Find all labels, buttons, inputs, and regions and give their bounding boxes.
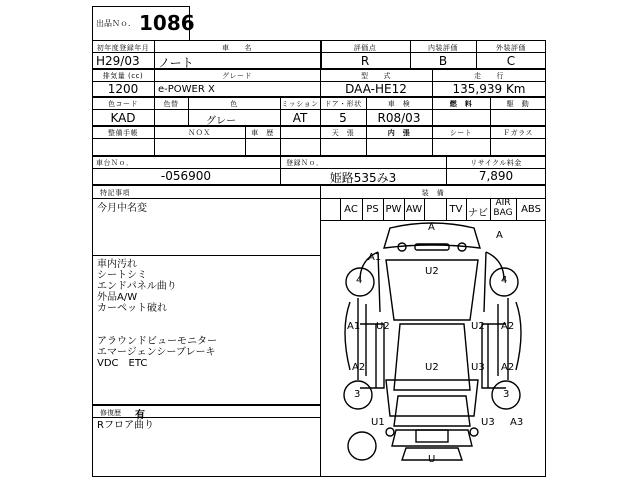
- color-value: グレー: [206, 116, 236, 127]
- color-code-value: KAD: [110, 111, 136, 125]
- nox-label: ＮＯＸ: [188, 129, 211, 137]
- exterior-value: C: [506, 54, 516, 68]
- remark-line: 車内汚れ: [97, 259, 137, 270]
- doors-label: ドア・形状: [324, 100, 362, 108]
- listing-number-box: [92, 6, 195, 40]
- equip-ps: PS: [366, 204, 379, 215]
- recycle-value: 7,890: [478, 169, 514, 183]
- equip-pw: PW: [385, 204, 402, 215]
- name-value: ノート: [158, 56, 194, 70]
- doors-value: 5: [339, 111, 347, 125]
- mark-fl-wheel: 4: [356, 275, 363, 286]
- manual-label: 整備手帳: [108, 129, 138, 137]
- displacement-value: 1200: [107, 82, 139, 96]
- model-value: DAA-HE12: [345, 82, 407, 96]
- mark-a2-left: A2: [352, 362, 366, 373]
- mark-u2-roof: U2: [425, 266, 439, 277]
- grade-label: グレード: [222, 72, 252, 80]
- equip-navi: ナビ: [468, 208, 488, 219]
- seat-cover-label: 内 張: [387, 129, 411, 137]
- mark-a1-left: A1: [347, 321, 361, 332]
- inspection-value: R08/03: [377, 111, 421, 125]
- fuel-label: 燃 料: [449, 100, 473, 108]
- rear-light-right-shape: [470, 428, 478, 436]
- rear-light-left-shape: [386, 428, 394, 436]
- mark-a2-right2: A2: [501, 362, 515, 373]
- mark-u2-center: U2: [425, 362, 439, 373]
- displacement-label: 排気量 (cc): [102, 72, 144, 80]
- mark-fr-wheel: 4: [501, 275, 508, 286]
- mileage-label: 走 行: [474, 72, 504, 80]
- registration-label: 登録Ｎｏ．: [286, 159, 324, 167]
- remarks-block-1: [97, 259, 177, 314]
- remark-line: 外品A/W: [97, 292, 138, 303]
- interior-label: 内装評価: [428, 44, 458, 52]
- car-damage-diagram: [320, 220, 546, 477]
- equip-tv: TV: [449, 204, 463, 215]
- right-side-shape: [488, 298, 508, 388]
- equip-ac: AC: [344, 204, 358, 215]
- recycle-label: リサイクル料金: [470, 159, 522, 167]
- inspection-label: 車 検: [387, 100, 411, 108]
- remarks-label: 特記事項: [100, 189, 130, 197]
- equipment-label: 装 備: [421, 189, 445, 197]
- mark-u1: U1: [371, 417, 385, 428]
- listing-number: 1086: [139, 11, 195, 35]
- mark-rl-wheel: 3: [354, 389, 361, 400]
- left-side-shape: [358, 298, 376, 388]
- remark-line: VDC ETC: [97, 358, 148, 369]
- mark-u3-rear: U3: [481, 417, 495, 428]
- mark-rr-wheel: 3: [503, 389, 510, 400]
- transmission-value: AT: [292, 111, 308, 125]
- spare-wheel-shape: [348, 432, 376, 460]
- grade-value: e-POWER X: [158, 84, 215, 95]
- glass-label: Ｆガラス: [503, 129, 533, 137]
- mark-u2-left: U2: [376, 321, 390, 332]
- score-label: 評価点: [353, 44, 377, 52]
- mark-a1: A1: [368, 252, 382, 263]
- listing-number-label: 出品Ｎｏ．: [96, 19, 136, 28]
- chassis-value: -056900: [160, 169, 212, 183]
- rear-section-shape: [386, 380, 478, 416]
- repair-note: Rフロア曲り: [97, 420, 154, 431]
- equip-abs: ABS: [521, 204, 541, 215]
- mark-u3-right: U3: [471, 362, 485, 373]
- rear-bumper-shape: [392, 430, 472, 446]
- mark-a2-right: A2: [501, 321, 515, 332]
- registration-value: 姫路535み3: [329, 171, 397, 185]
- remarks-block-2: [97, 336, 217, 369]
- equip-airbag: AIR BAG: [493, 198, 513, 218]
- mark-u-bottom: U: [428, 454, 436, 465]
- color-label: 色: [230, 100, 238, 108]
- equip-aw: AW: [405, 204, 423, 215]
- mark-a3: A3: [510, 417, 524, 428]
- ceiling-label: 天 張: [331, 129, 355, 137]
- rear-hatch-shape: [394, 396, 470, 426]
- repair-value: 有: [135, 410, 145, 421]
- mark-u2-right: U2: [471, 321, 485, 332]
- transmission-label: ミッション: [281, 100, 319, 108]
- color-tone-label: 色替: [163, 100, 179, 108]
- score-value: R: [360, 54, 370, 68]
- mark-top-a: A: [428, 222, 435, 233]
- remark-line: エマージェンシーブレーキ: [97, 347, 216, 358]
- remark-line: アラウンドビューモニター: [97, 336, 217, 347]
- year-label: 初年度登録年月: [96, 44, 150, 52]
- left-doors-shape: [345, 302, 384, 388]
- year-value: H29/03: [96, 54, 140, 68]
- model-label: 型 式: [361, 72, 391, 80]
- rear-plate-shape: [416, 430, 448, 442]
- mileage-value: 135,939 Km: [452, 82, 526, 96]
- mark-top-a-right: A: [496, 230, 503, 241]
- exterior-label: 外装評価: [496, 44, 526, 52]
- repair-label: 修復歴: [100, 409, 121, 417]
- record-label: 車 歴: [251, 129, 274, 137]
- seat-label: シート: [449, 129, 473, 137]
- interior-value: B: [438, 54, 448, 68]
- remark-line: カーペット破れ: [97, 303, 167, 314]
- remark-line: シートシミ: [97, 270, 147, 281]
- name-label: 車 名: [222, 44, 252, 52]
- remark-line: エンドパネル曲り: [97, 281, 177, 292]
- color-code-label: 色コード: [108, 100, 138, 108]
- drive-label: 駆 動: [506, 100, 530, 108]
- remarks-top: 今月中名変: [97, 203, 147, 214]
- chassis-label: 車台Ｎｏ．: [96, 159, 134, 167]
